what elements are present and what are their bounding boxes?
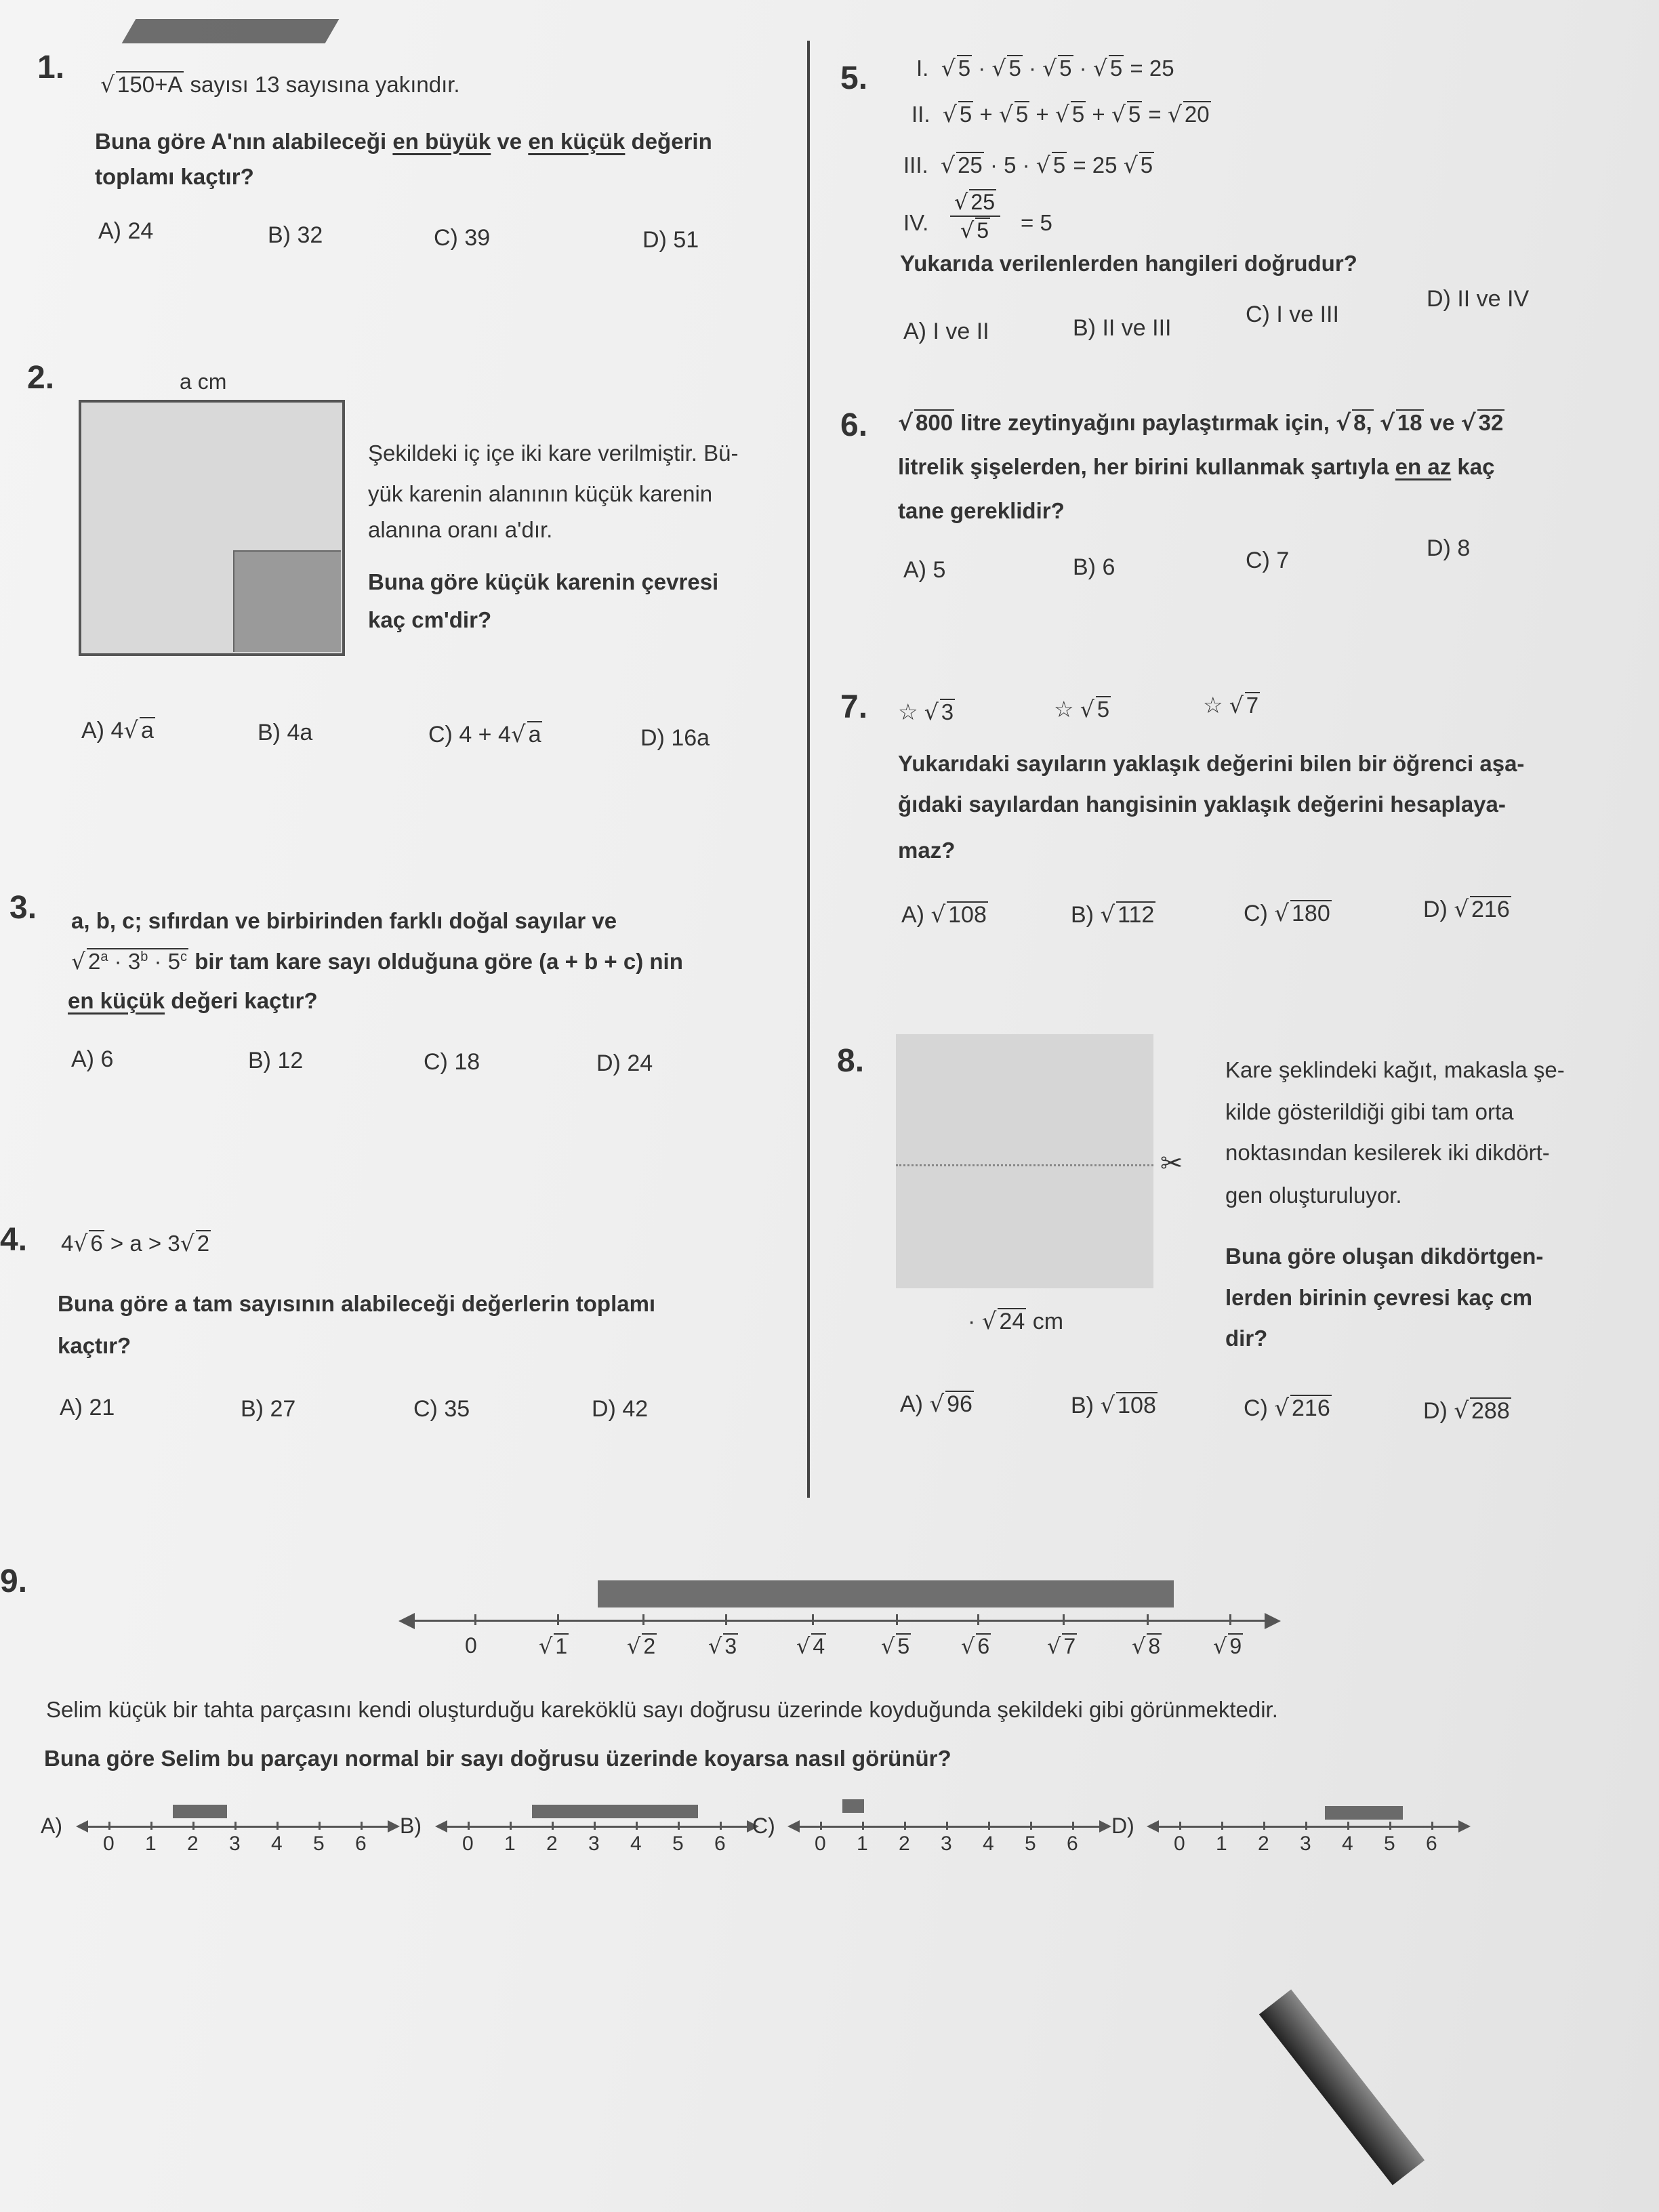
column-divider [807,41,810,1498]
q3-option-b[interactable]: B) 12 [248,1048,304,1073]
q9-tick-label-4: √ 4 [796,1633,825,1659]
q9-option-tick [1389,1822,1391,1830]
q3-number: 3. [9,890,37,926]
q5-option-b[interactable]: B) II ve III [1073,315,1172,341]
q9-option-tick [552,1822,554,1830]
q5-ask: Yukarıda verilenlerden hangileri doğrudur? [900,251,1357,276]
q7-number: 7. [840,689,868,725]
q1-option-b[interactable]: B) 32 [268,222,323,248]
q9-option-tick [1431,1822,1433,1830]
q9-option-wood-piece [842,1799,864,1813]
q6-line-2: litrelik şişelerden, her birini kullanmak şartıyla en az kaç [898,454,1495,479]
q9-number: 9. [0,1563,28,1599]
q9-option-tick-label: 5 [672,1832,684,1855]
q8-option-b[interactable]: B) √ 108 [1071,1392,1156,1419]
q1-option-a[interactable]: A) 24 [98,218,154,244]
q3-line-2-rest: bir tam kare sayı olduğuna göre (a + b + c) nin [194,949,683,974]
q9-option-wood-piece [1325,1806,1403,1820]
arrow-left-icon [435,1820,447,1832]
q9-option-tick [192,1822,194,1830]
q8-ask-3: dir? [1225,1326,1268,1351]
q2-ask-2: kaç cm'dir? [368,607,492,632]
q5-option-a[interactable]: A) I ve II [903,319,989,344]
q4-number: 4. [0,1222,28,1258]
q1-ask-underline-1: en büyük [392,129,491,154]
q9-option-tick-label: 0 [815,1832,826,1855]
main-line-tick [557,1614,559,1625]
q9-option-tick [1221,1822,1223,1830]
q4-option-b[interactable]: B) 27 [241,1396,296,1422]
q5-fraction: √ 25 √ 5 [950,188,1000,244]
arrow-left-icon [76,1820,88,1832]
q9-option-tick-label: 2 [187,1832,199,1855]
q4-option-a[interactable]: A) 21 [60,1395,115,1420]
q5-roman-4: IV. [903,210,929,235]
q8-text-2: kilde gösterildiği gibi tam orta [1225,1099,1514,1124]
q2-text-2: yük karenin alanının küçük karenin [368,481,713,506]
q8-option-d[interactable]: D) √ 288 [1423,1397,1510,1425]
q1-question [95,122,712,161]
q9-option-tick-label: 4 [1342,1832,1353,1855]
q1-ask-b: ve [497,129,523,154]
q6-option-d[interactable]: D) 8 [1427,535,1471,561]
q9-option-tick [1179,1822,1181,1830]
q7-line-1: Yukarıdaki sayıların yaklaşık değerini bilen bir öğrenci aşa- [898,751,1525,776]
q7-option-c[interactable]: C) √ 180 [1244,900,1330,927]
q9-option-tick-label: 6 [355,1832,367,1855]
q9-option-tick-label: 5 [1025,1832,1036,1855]
q9-option-number-line [441,1826,752,1828]
q4-ask-2: kaçtır? [58,1333,131,1358]
q1-option-c[interactable]: C) 39 [434,225,491,251]
q9-option-tick [636,1822,638,1830]
q2-number: 2. [27,360,55,396]
q9-tick-label-7: √ 7 [1047,1633,1076,1659]
q4-option-d[interactable]: D) 42 [592,1396,649,1422]
q5-statement-3: III. √ 25 · 5 · √ 5 = 25 √ 5 [903,152,1153,178]
q9-option-tick [1030,1822,1032,1830]
q7-option-d[interactable]: D) √ 216 [1423,896,1510,923]
q9-option-tick-label: 6 [1067,1832,1078,1855]
q9-option-tick [468,1822,470,1830]
q7-line-2: ğıdaki sayılardan hangisinin yaklaşık değerini hesaplaya- [898,792,1506,817]
q9-option-number-line [793,1826,1105,1828]
q9-zero-label: 0 [465,1633,477,1658]
q9-option-tick-label: 5 [313,1832,325,1855]
q9-option-tick-label: 2 [899,1832,910,1855]
q9-option-tick [361,1822,363,1830]
q9-option-tick [720,1822,722,1830]
star-icon: ☆ [1203,693,1223,718]
q3-option-a[interactable]: A) 6 [71,1046,114,1072]
q9-option-tick-label: 4 [271,1832,283,1855]
q9-option-label-b[interactable]: B) [400,1814,422,1838]
q8-text-3: noktasından kesilerek iki dikdört- [1225,1140,1550,1165]
q9-tick-label-8: √ 8 [1132,1633,1161,1659]
q2-option-a-radicand: a [141,718,154,743]
q6-number: 6. [840,407,868,443]
q7-option-b[interactable]: B) √ 112 [1071,901,1155,928]
q1-number: 1. [37,49,65,85]
q9-option-wood-piece [173,1805,227,1818]
q4-radicand-1: 6 [90,1231,103,1256]
q2-text-1: Şekildeki iç içe iki kare verilmiştir. Bü- [368,441,739,466]
q9-option-tick-label: 6 [1426,1832,1437,1855]
q5-statement-2: II. √ 5 + √ 5 + √ 5 + √ 5 = √ 20 [912,101,1210,127]
q9-option-tick-label: 3 [588,1832,600,1855]
q9-tick-label-9: √ 9 [1213,1633,1242,1659]
q7-star-3: ☆ √ 7 [1203,692,1259,718]
q6-option-a[interactable]: A) 5 [903,557,946,583]
q9-option-tick-label: 1 [1216,1832,1227,1855]
top-tape-shape [122,19,340,43]
q1-stem-rest: sayısı 13 sayısına yakındır. [190,72,460,97]
q9-option-tick-label: 5 [1384,1832,1395,1855]
q9-option-tick-label: 1 [504,1832,516,1855]
q5-iv-result: = 5 [1021,210,1052,235]
q1-ask-a: Buna göre A'nın alabileceği [95,129,387,154]
q6-line-1: √ 800 litre zeytinyağını paylaştırmak için, √ 8, √ 18 ve √ 32 [898,409,1504,436]
q2-side-label: a cm [180,369,227,394]
q5-option-d[interactable]: D) II ve IV [1427,286,1530,312]
q9-option-tick-label: 4 [630,1832,642,1855]
q8-option-a[interactable]: A) √ 96 [900,1391,972,1418]
q9-option-tick [1072,1822,1074,1830]
q9-option-tick-label: 0 [1174,1832,1185,1855]
bottom-corner-shape [1259,1989,1425,2185]
q6-option-c[interactable]: C) 7 [1246,548,1290,573]
q9-option-wood-piece [532,1805,698,1818]
q1-stem [100,65,460,104]
arrow-left-icon [398,1613,415,1629]
q3-line-3 [68,981,318,1021]
q3-line-2: √ $2^a \cdot 3^b \cdot 5^c$ bir tam kare sayı olduğuna göre (a + b + c) nin [71,948,683,975]
q9-option-tick [276,1822,279,1830]
arrow-right-icon [388,1820,400,1832]
q5-option-c[interactable]: C) I ve III [1246,302,1339,327]
arrow-right-icon [1099,1820,1111,1832]
q9-option-tick-label: 3 [229,1832,241,1855]
q3-option-d[interactable]: D) 24 [596,1050,653,1076]
q9-ask: Buna göre Selim bu parçayı normal bir sayı doğrusu üzerinde koyarsa nasıl görünür? [44,1746,951,1771]
q9-option-tick-label: 0 [103,1832,115,1855]
main-line-tick [725,1614,727,1625]
small-square-figure [233,550,341,652]
q9-option-tick [946,1822,948,1830]
main-line-tick [1229,1614,1231,1625]
arrow-right-icon [1458,1820,1471,1832]
q4-option-c[interactable]: C) 35 [413,1396,470,1422]
q8-size-label: · √ 24 cm [968,1308,1064,1335]
star-icon: ☆ [1054,697,1074,722]
q9-option-tick-label: 2 [1258,1832,1269,1855]
q1-ask-c: değerin [631,129,712,154]
q1-question-2: toplamı kaçtır? [95,164,254,189]
q8-ask-1: Buna göre oluşan dikdörtgen- [1225,1244,1544,1269]
q4-radicand-2: 2 [197,1231,210,1256]
q9-option-label-d[interactable]: D) [1111,1814,1134,1838]
sqrt-number-line [407,1620,1274,1622]
wood-piece [598,1580,1174,1607]
q7-line-3: maz? [898,838,956,863]
q9-option-tick [862,1822,864,1830]
q2-ask-1: Buna göre küçük karenin çevresi [368,569,719,594]
q9-option-tick-label: 4 [983,1832,994,1855]
sqrt-symbol: √ [100,71,115,98]
q2-option-d[interactable]: D) 16a [640,725,710,751]
q9-tick-label-1: √ 1 [539,1633,568,1659]
q6-option-b[interactable]: B) 6 [1073,554,1115,580]
q7-option-a[interactable]: A) √ 108 [901,901,987,928]
q2-option-a[interactable]: A) 4√ a [81,717,154,744]
square-paper-figure [896,1034,1153,1288]
q5-statement-1: I. √ 5 · √ 5 · √ 5 · √ 5 = 25 [916,55,1174,81]
arrow-left-icon [787,1820,800,1832]
q9-text: Selim küçük bir tahta parçasını kendi oluşturduğu kareköklü sayı doğrusu üzerinde koyduğunda şekildeki gibi görünmektedir. [46,1697,1278,1722]
q7-star-1: ☆ √ 3 [898,699,954,725]
q8-text-1: Kare şeklindeki kağıt, makasla şe- [1225,1057,1565,1082]
q9-option-tick [108,1822,110,1830]
q1-radicand: 150+A [117,72,183,97]
q9-tick-label-3: √ 3 [708,1633,737,1659]
q3-underline: en küçük [68,988,165,1013]
q3-line-1: a, b, c; sıfırdan ve birbirinden farklı doğal sayılar ve [71,908,617,933]
q9-option-tick [234,1822,237,1830]
q2-option-c-prefix: C) 4 + 4 [428,722,511,747]
q9-option-tick-label: 1 [145,1832,157,1855]
q8-ask-2: lerden birinin çevresi kaç cm [1225,1285,1533,1310]
q4-ask-1: Buna göre a tam sayısının alabileceği değerlerin toplamı [58,1291,656,1316]
q9-option-tick [678,1822,680,1830]
q2-text-3: alanına oranı a'dır. [368,517,553,542]
q9-option-tick [150,1822,152,1830]
main-line-tick [896,1614,898,1625]
q9-option-tick-label: 2 [546,1832,558,1855]
q7-star-2: ☆ √ 5 [1054,696,1110,722]
q9-tick-label-5: √ 5 [881,1633,910,1659]
q9-option-tick-label: 6 [714,1832,726,1855]
q9-option-tick [1305,1822,1307,1830]
q9-option-tick-label: 1 [857,1832,868,1855]
q9-option-tick-label: 0 [462,1832,474,1855]
q1-ask-underline-2: en küçük [528,129,626,154]
q9-option-tick [319,1822,321,1830]
q2-option-c-radicand: a [528,722,541,747]
q2-option-a-prefix: A) 4 [81,718,124,743]
q9-option-tick [1347,1822,1349,1830]
q8-number: 8. [837,1043,865,1079]
q3-radicand: $2^a \cdot 3^b \cdot 5^c$ [88,949,188,974]
cut-line [896,1164,1153,1166]
q2-option-c[interactable]: C) 4 + 4√ a [428,721,541,748]
main-line-tick [1147,1614,1149,1625]
main-line-tick [812,1614,814,1625]
main-line-tick [1063,1614,1065,1625]
q1-option-d[interactable]: D) 51 [642,227,699,253]
q4-expression: 4√ 6 > a > 3√ 2 [61,1230,210,1256]
q8-text-4: gen oluşturuluyor. [1225,1183,1402,1208]
q9-option-tick [988,1822,990,1830]
q8-option-c[interactable]: C) √ 216 [1244,1395,1330,1422]
q5-number: 5. [840,60,868,96]
q9-option-tick [1263,1822,1265,1830]
q9-option-tick [594,1822,596,1830]
scissors-icon: ✂ [1160,1149,1183,1179]
q3-line-3-rest: değeri kaçtır? [171,988,318,1013]
q9-tick-label-2: √ 2 [627,1633,656,1659]
q9-option-label-a[interactable]: A) [41,1814,62,1838]
arrow-left-icon [1147,1820,1159,1832]
q6-line-3: tane gereklidir? [898,498,1065,523]
q9-option-tick-label: 3 [1300,1832,1311,1855]
q9-option-label-c[interactable]: C) [752,1814,775,1838]
arrow-right-icon [1265,1613,1281,1629]
q9-option-number-line [81,1826,393,1828]
q9-option-tick [904,1822,906,1830]
q9-option-number-line [1152,1826,1464,1828]
star-icon: ☆ [898,699,918,724]
q9-tick-label-6: √ 6 [961,1633,990,1659]
main-line-tick [474,1614,476,1625]
q9-option-tick-label: 3 [941,1832,952,1855]
main-line-tick [977,1614,979,1625]
q3-option-c[interactable]: C) 18 [424,1049,480,1075]
main-line-tick [642,1614,644,1625]
q2-option-b[interactable]: B) 4a [258,720,313,745]
q9-option-tick [510,1822,512,1830]
q9-option-tick [820,1822,822,1830]
